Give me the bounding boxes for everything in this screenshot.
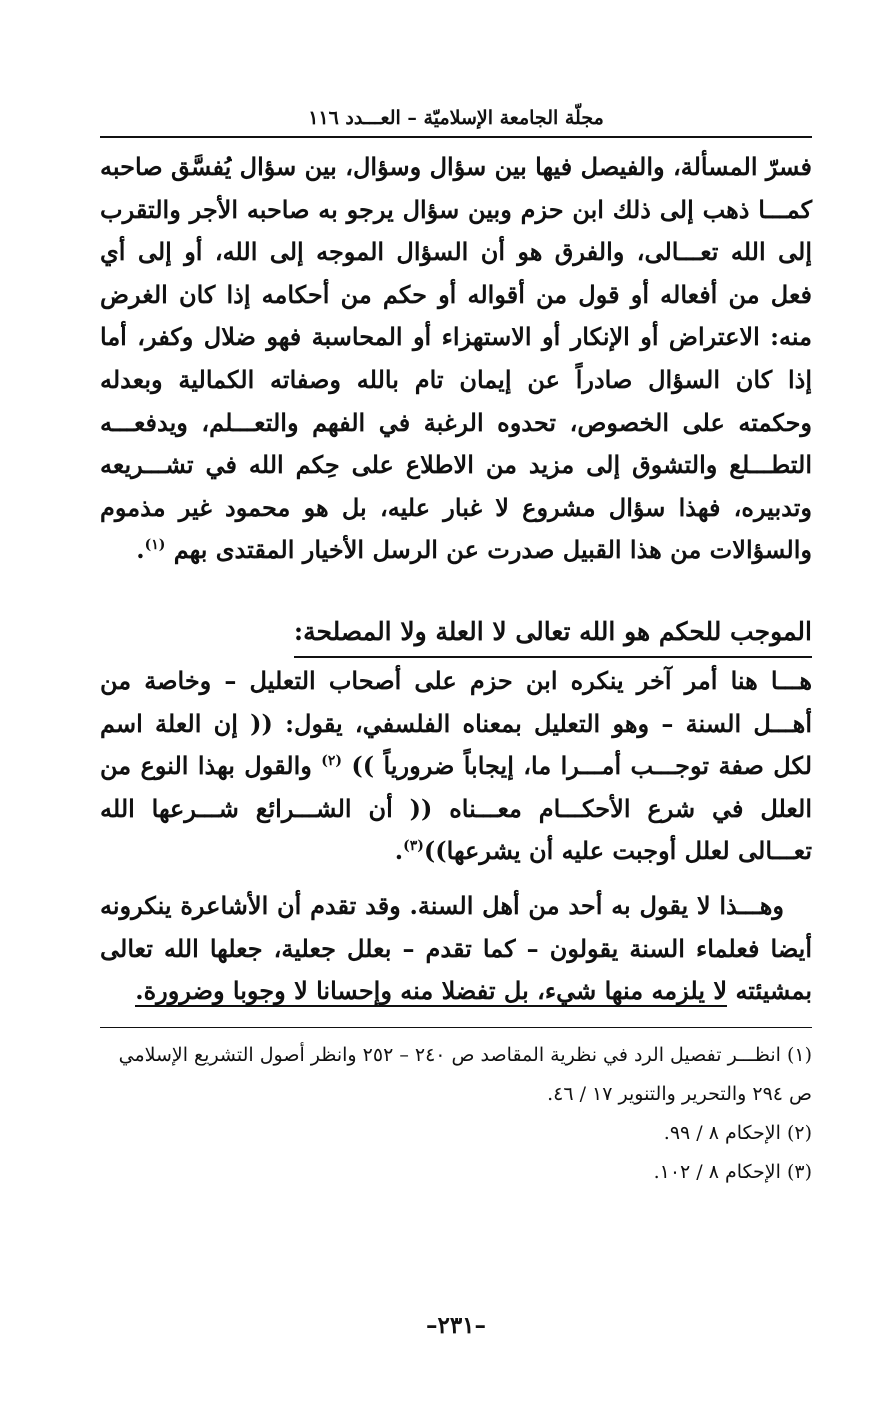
footnote-ref-1: (١) [144, 537, 166, 554]
footnote-2: (٢) الإحكام ٨ / ٩٩. [663, 1121, 812, 1144]
footnote-1-line-2: ص ٢٩٤ والتحرير والتنوير ١٧ / ٤٦. [547, 1082, 812, 1105]
footnote-ref-3: (٣) [403, 838, 424, 855]
section-heading-text: الموجب للحكم هو الله تعالى لا العلة ولا المصلحة: [294, 610, 812, 658]
footnote-divider [100, 1027, 812, 1028]
paragraph-3-last-line: لا يلزمه منها شيء، بل تفضلا منه وإحسانا لا وجوبا وضرورة. [135, 976, 728, 1006]
footnote-3: (٣) الإحكام ٨ / ١٠٢. [653, 1160, 812, 1183]
running-header [100, 100, 812, 138]
page-number: –٢٣١– [425, 1312, 487, 1339]
paragraph-1: فسرّ المسألة، والفيصل فيها بين سؤال وسؤال، بين سؤال يُفسَّق صاحبه كمـــا ذهب إلى ذلك ابن حزم وبين سؤال يرجو به صاحبه الأجر والتقرب إلى الله تعـــالى، والفرق هو أن السؤال الموجه إلى الله، أو إلى أي فعل من أفعاله أو قول من أقواله أو حكم من أحكامه إذا كان الغرض منه: الاعتراض أو الإنكار أو الاستهزاء أو المحاسبة فهو ضلال وكفر، أما إذا كان السؤال صادراً عن إيمان تام بالله وصفاته الكمالية وبعدله وحكمته على الخصوص، تحدوه الرغبة في الفهم والتعـــلم، ويدفعـــه التطـــلع والتشوق إلى مزيد من الاطلاع على حِكم الله في تشـــريعه وتدبيره، فهذا سؤال مشروع لا غبار عليه، بل هو محمود غير مذموم والسؤالات من هذا القبيل صدرت عن الرسل الأخيار المقتدى بهم $^{(١)}$. [100, 152, 813, 565]
journal-issue-title: مجلّة الجامعة الإسلاميّة – العـــدد ١١٦ [308, 107, 604, 129]
paragraph-2: هـــا هنا أمر آخر ينكره ابن حزم على أصحاب التعليل – وخاصة من أهـــل السنة – وهو التعليل بمعناه الفلسفي، يقول: (( إن العلة اسم لكل صفة توجـــب أمـــرا ما، إيجاباً ضرورياً )) $^{(٢)}$ والقول بهذا النوع من العلل في شرع الأحكـــام معـــناه (( أن الشـــرائع شـــرعها الله تعـــالى لعلل أوجبت عليه أن يشرعها))$^{(٣)}$. [100, 665, 813, 866]
footnote-ref-2: (٢) [321, 753, 343, 770]
paragraph-1-text: فسرّ المسألة، والفيصل فيها بين سؤال وسؤال، بين سؤال يُفسَّق صاحبه كمـــا ذهب إلى ذلك ابن حزم وبين سؤال يرجو به صاحبه الأجر والتقرب إلى الله تعـــالى، والفرق هو أن السؤال الموجه إلى الله، أو إلى أي فعل من أفعاله أو قول من أقواله أو حكم من أحكامه إذا كان الغرض منه: الاعتراض أو الإنكار أو الاستهزاء أو المحاسبة فهو ضلال وكفر، أما إذا كان السؤال صادراً عن إيمان تام بالله وصفاته الكمالية وبعدله وحكمته على الخصوص، تحدوه الرغبة في الفهم والتعـــلم، ويدفعـــه التطـــلع والتشوق إلى مزيد من الاطلاع على حِكم الله في تشـــريعه وتدبيره، فهذا سؤال مشروع لا غبار عليه، بل هو محمود غير مذموم والسؤالات من هذا القبيل صدرت عن الرسل الأخيار المقتدى بهم [100, 152, 813, 565]
paragraph-2-text-b: والقول بهذا النوع من العلل في شرع الأحكـــام معـــناه (( أن الشـــرائع شـــرعها الله تعـــالى لعلل أوجبت عليه أن يشرعها)) [100, 751, 812, 866]
paragraph-2-text-a: هـــا هنا أمر آخر ينكره ابن حزم على أصحاب التعليل – وخاصة من أهـــل السنة – وهو التعليل بمعناه الفلسفي، يقول: (( إن العلة اسم لكل صفة توجـــب أمـــرا ما، إيجاباً ضرورياً )) [100, 665, 813, 781]
footnote-1-line-1: (١) انظـــر تفصيل الرد في نظرية المقاصد ص ٢٤٠ – ٢٥٢ وانظر أصول التشريع الإسلامي [118, 1043, 812, 1066]
footnotes [100, 1036, 812, 1192]
body-text [100, 146, 812, 1013]
document-page [100, 100, 812, 1380]
section-heading [100, 610, 812, 658]
paragraph-3 [100, 885, 812, 1013]
paragraph-3-text: وهـــذا لا يقول به أحد من أهل السنة. وقد تقدم أن الأشاعرة ينكرونه أيضا فعلماء السنة يقولون – كما تقدم – بعلل جعلية، جعلها الله تعالى بمشيئته [100, 890, 812, 1006]
